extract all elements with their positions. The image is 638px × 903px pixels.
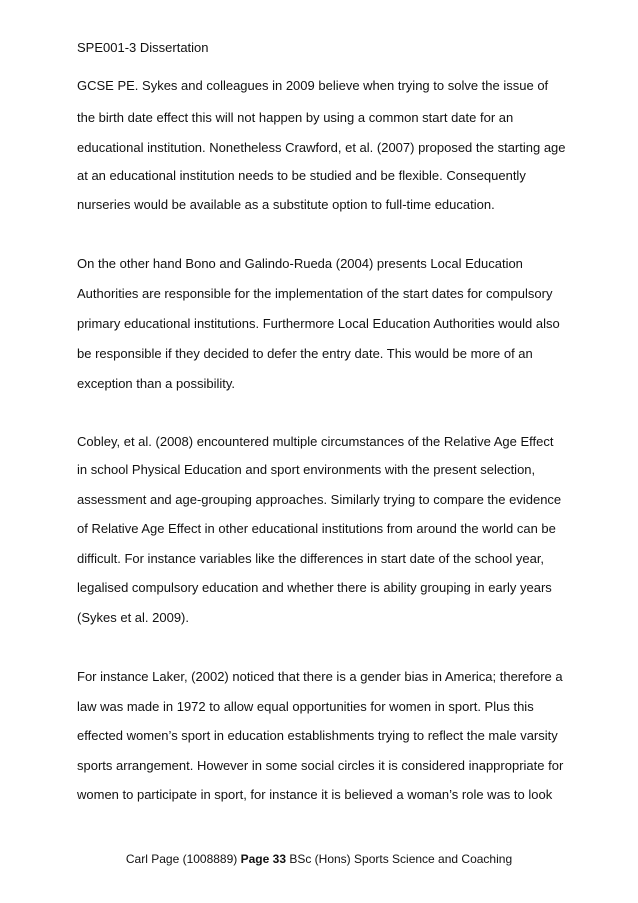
body-line: Cobley, et al. (2008) encountered multiple circumstances of the Relative Age Effect: [77, 434, 554, 449]
body-line: in school Physical Education and sport environments with the present selection,: [77, 462, 536, 477]
body-line: nurseries would be available as a substitute option to full-time education.: [77, 197, 495, 212]
footer-course: BSc (Hons) Sports Science and Coaching: [286, 852, 513, 866]
body-line: of Relative Age Effect in other educational institutions from around the world can be: [77, 521, 556, 536]
body-line: exception than a possibility.: [77, 376, 236, 391]
body-line: legalised compulsory education and whether there is ability grouping in early years: [77, 580, 552, 595]
body-line: (Sykes et al. 2009).: [77, 610, 189, 625]
body-line: effected women’s sport in education establishments trying to reflect the male varsity: [77, 728, 558, 743]
body-line: GCSE PE. Sykes and colleagues in 2009 believe when trying to solve the issue of: [77, 78, 549, 93]
footer-page-number: Page 33: [240, 852, 286, 866]
body-line: the birth date effect this will not happen by using a common start date for an: [77, 110, 514, 125]
footer-author: Carl Page (1008889): [125, 852, 241, 866]
body-line: difficult. For instance variables like the differences in start date of the school year,: [77, 551, 545, 566]
body-line: at an educational institution needs to be studied and be flexible. Consequently: [77, 168, 526, 183]
body-line: For instance Laker, (2002) noticed that there is a gender bias in America; therefore a: [77, 669, 563, 684]
body-line: law was made in 1972 to allow equal opportunities for women in sport. Plus this: [77, 699, 534, 714]
page-header: SPE001-3 Dissertation: [77, 40, 209, 55]
body-line: educational institution. Nonetheless Crawford, et al. (2007) proposed the starting age: [77, 140, 566, 155]
body-line: primary educational institutions. Furthermore Local Education Authorities would also: [77, 316, 560, 331]
body-line: sports arrangement. However in some social circles it is considered inappropriate for: [77, 758, 564, 773]
body-line: On the other hand Bono and Galindo-Rueda (2004) presents Local Education: [77, 256, 523, 271]
body-line: assessment and age-grouping approaches. Similarly trying to compare the evidence: [77, 492, 562, 507]
body-line: women to participate in sport, for instance it is believed a woman’s role was to look: [77, 787, 553, 802]
page-footer: [0, 852, 638, 867]
body-line: Authorities are responsible for the implementation of the start dates for compulsory: [77, 286, 553, 301]
body-line: be responsible if they decided to defer the entry date. This would be more of an: [77, 346, 533, 361]
